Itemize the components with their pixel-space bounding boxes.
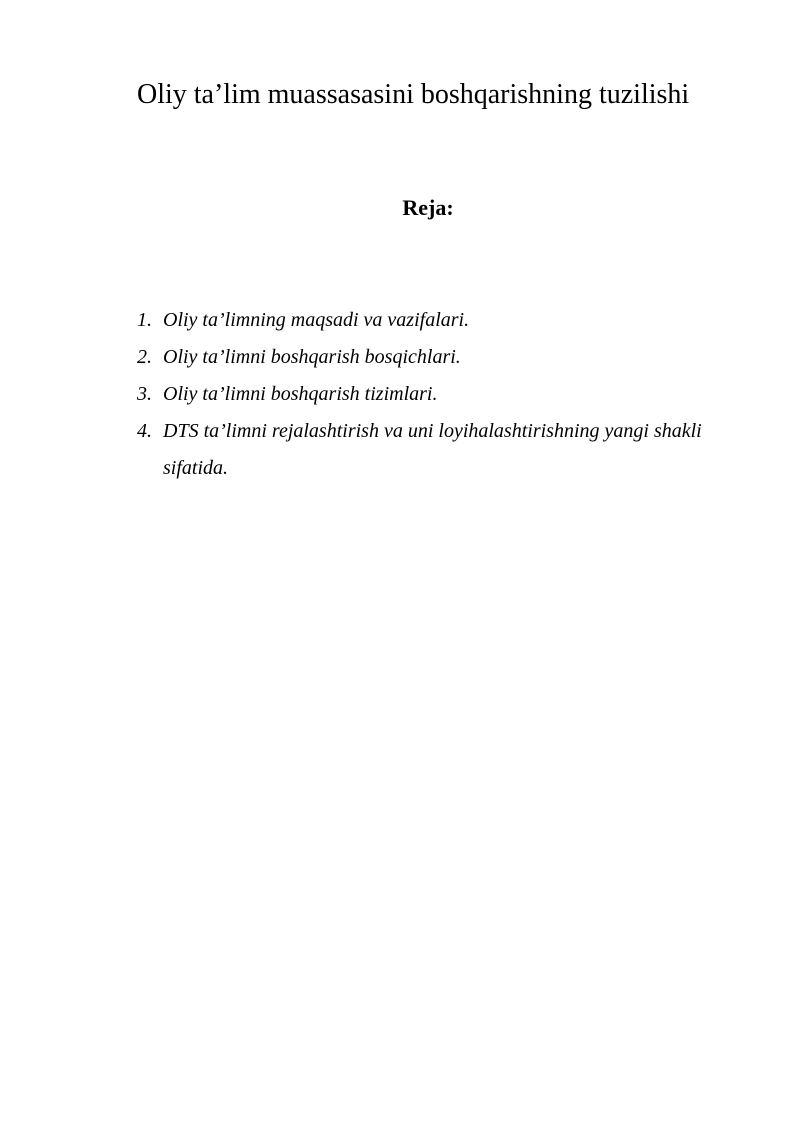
plan-item: [137, 339, 757, 376]
plan-heading: Reja:: [402, 195, 454, 220]
plan-item-number: 3.: [137, 383, 152, 405]
plan-item-number: 1.: [137, 309, 152, 331]
document-title: Oliy ta’lim muassasasini boshqarishning tuzilishi: [137, 79, 690, 110]
plan-item-text: Oliy ta’limning maqsadi va vazifalari.: [163, 309, 470, 331]
plan-list: [137, 302, 757, 487]
plan-item: [137, 413, 757, 487]
plan-item-text: DTS ta’limni rejalashtirish va uni loyihalashtirishning yangi shakli sifatida.: [163, 420, 702, 479]
plan-item-number: 4.: [137, 420, 152, 442]
plan-item: [137, 376, 757, 413]
plan-item-text: Oliy ta’limni boshqarish tizimlari.: [163, 383, 438, 405]
plan-item-number: 2.: [137, 346, 152, 368]
plan-item: [137, 302, 757, 339]
plan-item-text: Oliy ta’limni boshqarish bosqichlari.: [163, 346, 461, 368]
